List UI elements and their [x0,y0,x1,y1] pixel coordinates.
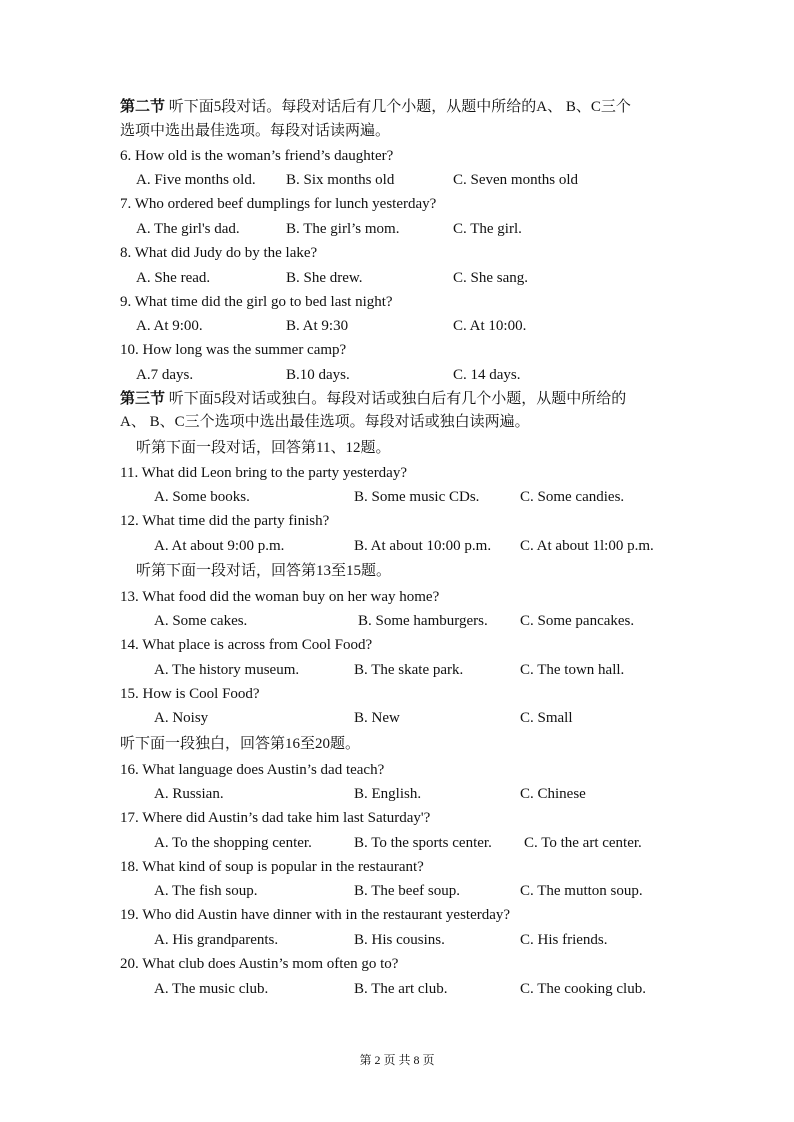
option-c: C. 14 days. [453,367,521,383]
section2-instruction-line2: 选项中选出最佳选项。每段对话读两遍。 [120,123,391,139]
option-a: A. Noisy [154,710,209,726]
question-16: 16. What language does Austin’s dad teach? [120,762,385,778]
option-b: B. The skate park. [354,662,464,678]
option-b: B. At about 10:00 p.m. [354,538,492,554]
option-c: C. Seven months old [453,172,579,188]
question-17: 17. Where did Austin’s dad take him last Saturday'? [120,810,431,826]
section3-instruction-line2: A、 B、C三个选项中选出最佳选项。每段对话或独白读两遍。 [120,414,530,430]
option-b: B. Six months old [286,172,395,188]
question-18: 18. What kind of soup is popular in the restaurant? [120,859,424,875]
option-c: C. Chinese [520,786,586,802]
question-19: 19. Who did Austin have dinner with in the restaurant yesterday? [120,907,511,923]
question-20: 20. What club does Austin’s mom often go to? [120,956,399,972]
option-a: A. His grandparents. [154,932,279,948]
option-a: A. The music club. [154,981,269,997]
option-a: A. The fish soup. [154,883,258,899]
option-c: C. She sang. [453,270,528,286]
option-c: C. Some candies. [520,489,625,505]
sub-instruction-3: 听下面一段独白，回答第16至20题。 [120,736,361,752]
option-b: B. The beef soup. [354,883,460,899]
option-a: A. Some books. [154,489,250,505]
option-a: A. Russian. [154,786,224,802]
option-b: B. English. [354,786,422,802]
section3-title: 第三节 [120,391,166,407]
sub-instruction-1: 听第下面一段对话，回答第11、12题。 [136,440,391,456]
option-b: B. To the sports center. [354,835,492,851]
option-b: B. Some music CDs. [354,489,480,505]
option-c: C. The mutton soup. [520,883,643,899]
question-6: 6. How old is the woman’s friend’s daughter? [120,148,394,164]
option-c: C. Some pancakes. [520,613,635,629]
option-c: C. The town hall. [520,662,625,678]
option-b: B. The girl’s mom. [286,221,400,237]
option-c: C. At about 1l:00 p.m. [520,538,654,554]
option-c: C. To the art center. [524,835,642,851]
option-c: C. At 10:00. [453,318,527,334]
question-9: 9. What time did the girl go to bed last night? [120,294,393,310]
option-a: A. The history museum. [154,662,300,678]
option-a: A. To the shopping center. [154,835,312,851]
option-a: A. At about 9:00 p.m. [154,538,285,554]
section2-instruction-line1 [120,97,631,117]
option-a: A. At 9:00. [136,318,203,334]
option-a: A. The girl's dad. [136,221,240,237]
option-b: B. New [354,710,400,726]
section2-title: 第二节 [120,99,166,115]
option-b: B. At 9:30 [286,318,349,334]
option-a: A. Five months old. [136,172,256,188]
option-b: B. Some hamburgers. [358,613,488,629]
question-12: 12. What time did the party finish? [120,513,330,529]
section3-instruction-line1 [120,389,626,409]
option-a: A. She read. [136,270,211,286]
page-footer: 第 2 页 共 8 页 [359,1053,435,1067]
option-c: C. His friends. [520,932,608,948]
sub-instruction-2: 听第下面一段对话，回答第13至15题。 [136,563,392,579]
question-14: 14. What place is across from Cool Food? [120,637,373,653]
option-c: C. The girl. [453,221,522,237]
question-15: 15. How is Cool Food? [120,686,260,702]
option-b: B. She drew. [286,270,363,286]
option-a: A.7 days. [136,367,194,383]
section3-instruction-text: 听下面5段对话或独白。每段对话或独白后有几个小题，从题中所给的 [168,391,627,407]
question-11: 11. What did Leon bring to the party yesterday? [120,465,407,481]
option-b: B.10 days. [286,367,350,383]
question-10: 10. How long was the summer camp? [120,342,347,358]
option-b: B. The art club. [354,981,448,997]
option-c: C. The cooking club. [520,981,646,997]
question-13: 13. What food did the woman buy on her way home? [120,589,440,605]
question-7: 7. Who ordered beef dumplings for lunch yesterday? [120,196,437,212]
option-b: B. His cousins. [354,932,445,948]
question-8: 8. What did Judy do by the lake? [120,245,318,261]
option-a: A. Some cakes. [154,613,248,629]
section2-instruction-text: 听下面5段对话。每段对话后有几个小题，从题中所给的A、 B、C三个 [168,99,631,115]
option-c: C. Small [520,710,573,726]
